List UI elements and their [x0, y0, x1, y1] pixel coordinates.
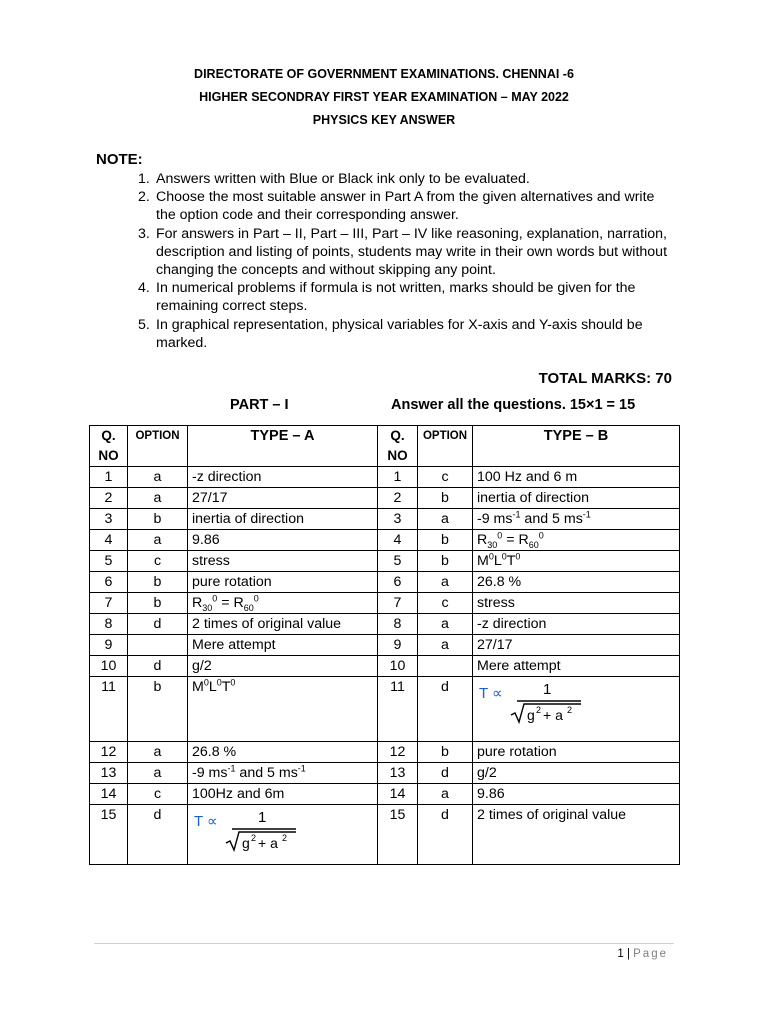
- option-b: a: [418, 614, 473, 635]
- question-number-b: 10: [378, 656, 418, 677]
- note-number: 1.: [138, 171, 150, 187]
- option-a: a: [128, 488, 188, 509]
- table-row: [90, 656, 680, 677]
- option-a: [128, 635, 188, 656]
- table-row: [90, 614, 680, 635]
- answer-type-b: -9 $ms^{-1}$ and 5 $ms^{-1}$: [473, 509, 680, 530]
- header-line-3: PHYSICS KEY ANSWER: [312, 113, 456, 127]
- question-number-b: 7: [378, 593, 418, 614]
- footer-separator: |: [626, 948, 630, 960]
- answer-type-b: 9.86: [473, 784, 680, 805]
- question-number-a: 10: [90, 656, 128, 677]
- answer-type-b: 2 times of original value: [473, 805, 680, 865]
- table-row: [90, 677, 680, 742]
- total-marks: TOTAL MARKS: 70: [538, 370, 672, 387]
- option-a: a: [128, 763, 188, 784]
- option-a: b: [128, 677, 188, 742]
- table-row: [90, 551, 680, 572]
- table-header-row: [90, 426, 680, 467]
- option-b: b: [418, 488, 473, 509]
- question-number-a: 3: [90, 509, 128, 530]
- option-a: d: [128, 614, 188, 635]
- question-number-b: 2: [378, 488, 418, 509]
- table-row: [90, 805, 680, 865]
- question-number-b: 4: [378, 530, 418, 551]
- note-text: For answers in Part – II, Part – III, Part – IV like reasoning, explanation, narration, description and listing of points, students may write in their own words but without changing the concepts and without skipping any point.: [156, 225, 668, 279]
- table-row: [90, 530, 680, 551]
- question-number-a: 2: [90, 488, 128, 509]
- note-text: Choose the most suitable answer in Part A from the given alternatives and write the option code and their corresponding answer.: [156, 189, 655, 224]
- question-number-a: 11: [90, 677, 128, 742]
- header-type-b: TYPE – B: [473, 426, 680, 467]
- option-b: d: [418, 677, 473, 742]
- answer-type-a: stress: [188, 551, 378, 572]
- answer-type-b: $R_{30}^0 = R_{60}^0$: [473, 530, 680, 551]
- answer-type-a: $R_{30}^0 = R_{60}^0$: [188, 593, 378, 614]
- header-qno-a: Q. NO: [90, 426, 128, 467]
- question-number-b: 12: [378, 742, 418, 763]
- note-text: In numerical problems if formula is not written, marks should be given for the remaining correct steps.: [156, 280, 636, 315]
- svg-text:T ∝: T ∝: [479, 685, 503, 702]
- header-option-a: OPTION: [128, 426, 188, 467]
- question-number-a: 5: [90, 551, 128, 572]
- option-a: b: [128, 593, 188, 614]
- answer-type-a: 100Hz and 6m: [188, 784, 378, 805]
- question-number-b: 8: [378, 614, 418, 635]
- option-a: a: [128, 742, 188, 763]
- option-b: c: [418, 467, 473, 488]
- answer-type-b: $M^0L^0T^0$: [473, 551, 680, 572]
- page-label: Page: [633, 948, 668, 960]
- question-number-b: 14: [378, 784, 418, 805]
- svg-text:2: 2: [282, 833, 288, 843]
- page-footer: [617, 948, 668, 960]
- question-number-b: 3: [378, 509, 418, 530]
- option-b: d: [418, 805, 473, 865]
- question-number-b: 15: [378, 805, 418, 865]
- answer-type-a: Mere attempt: [188, 635, 378, 656]
- table-row: [90, 763, 680, 784]
- answer-type-b: 100 Hz and 6 m: [473, 467, 680, 488]
- option-a: b: [128, 572, 188, 593]
- formula-image: [192, 807, 302, 853]
- option-a: d: [128, 805, 188, 865]
- svg-text:T ∝: T ∝: [194, 813, 218, 830]
- header-line-1: DIRECTORATE OF GOVERNMENT EXAMINATIONS. CHENNAI -6: [194, 67, 574, 81]
- formula-image: [477, 679, 587, 725]
- table-row: [90, 635, 680, 656]
- note-list: [138, 170, 678, 352]
- answer-type-a: -9 $ms^{-1}$ and 5 $ms^{-1}$: [188, 763, 378, 784]
- answer-type-a: [188, 805, 378, 865]
- note-text: Answers written with Blue or Black ink only to be evaluated.: [156, 171, 530, 187]
- answer-key-table: [89, 425, 680, 865]
- part-title: PART – I: [230, 397, 289, 413]
- answer-type-b: -z direction: [473, 614, 680, 635]
- answer-type-a: 2 times of original value: [188, 614, 378, 635]
- svg-text:2: 2: [536, 705, 542, 715]
- option-b: [418, 656, 473, 677]
- part-instruction: Answer all the questions. 15×1 = 15: [391, 397, 636, 413]
- note-item: [138, 188, 678, 224]
- question-number-a: 13: [90, 763, 128, 784]
- option-a: c: [128, 784, 188, 805]
- table-row: [90, 488, 680, 509]
- option-a: a: [128, 467, 188, 488]
- answer-type-b: [473, 677, 680, 742]
- question-number-b: 11: [378, 677, 418, 742]
- answer-type-b: stress: [473, 593, 680, 614]
- question-number-a: 1: [90, 467, 128, 488]
- option-b: d: [418, 763, 473, 784]
- note-number: 3.: [138, 225, 150, 242]
- question-number-a: 4: [90, 530, 128, 551]
- table-body: [90, 467, 680, 865]
- answer-type-b: pure rotation: [473, 742, 680, 763]
- svg-text:g: g: [242, 835, 250, 851]
- question-number-a: 14: [90, 784, 128, 805]
- option-a: b: [128, 509, 188, 530]
- note-number: 5.: [138, 316, 150, 333]
- answer-type-b: 26.8 %: [473, 572, 680, 593]
- header-type-a: TYPE – A: [188, 426, 378, 467]
- option-a: d: [128, 656, 188, 677]
- question-number-b: 13: [378, 763, 418, 784]
- table-row: [90, 572, 680, 593]
- answer-type-b: 27/17: [473, 635, 680, 656]
- question-number-a: 9: [90, 635, 128, 656]
- svg-text:1: 1: [543, 681, 552, 698]
- answer-type-b: inertia of direction: [473, 488, 680, 509]
- question-number-a: 15: [90, 805, 128, 865]
- option-b: a: [418, 635, 473, 656]
- answer-type-b: Mere attempt: [473, 656, 680, 677]
- question-number-b: 9: [378, 635, 418, 656]
- table-row: [90, 509, 680, 530]
- svg-text:+ a: + a: [543, 707, 563, 723]
- option-b: a: [418, 509, 473, 530]
- note-number: 2.: [138, 189, 150, 206]
- answer-type-a: pure rotation: [188, 572, 378, 593]
- answer-type-a: g/2: [188, 656, 378, 677]
- question-number-b: 1: [378, 467, 418, 488]
- option-a: c: [128, 551, 188, 572]
- header-qno-b: Q. NO: [378, 426, 418, 467]
- svg-text:2: 2: [251, 833, 257, 843]
- option-a: a: [128, 530, 188, 551]
- note-item: [138, 316, 678, 352]
- footer-divider: [94, 943, 674, 944]
- svg-text:1: 1: [258, 809, 267, 826]
- answer-type-a: -z direction: [188, 467, 378, 488]
- table-row: [90, 467, 680, 488]
- answer-type-b: g/2: [473, 763, 680, 784]
- answer-type-a: 9.86: [188, 530, 378, 551]
- option-b: b: [418, 530, 473, 551]
- answer-type-a: 27/17: [188, 488, 378, 509]
- option-b: b: [418, 742, 473, 763]
- question-number-b: 5: [378, 551, 418, 572]
- table-row: [90, 593, 680, 614]
- option-b: a: [418, 784, 473, 805]
- question-number-a: 8: [90, 614, 128, 635]
- note-item: [138, 225, 678, 280]
- svg-text:g: g: [527, 707, 535, 723]
- note-item: [138, 170, 678, 188]
- answer-type-a: 26.8 %: [188, 742, 378, 763]
- note-text: In graphical representation, physical variables for X-axis and Y-axis should be marked.: [156, 316, 643, 351]
- note-item: [138, 279, 678, 315]
- svg-text:+ a: + a: [258, 835, 278, 851]
- option-b: c: [418, 593, 473, 614]
- question-number-b: 6: [378, 572, 418, 593]
- question-number-a: 7: [90, 593, 128, 614]
- note-title: NOTE:: [96, 151, 143, 168]
- answer-type-a: $M^0L^0T^0$: [188, 677, 378, 742]
- page-number: 1: [617, 948, 624, 960]
- question-number-a: 12: [90, 742, 128, 763]
- table-row: [90, 742, 680, 763]
- svg-text:2: 2: [567, 705, 573, 715]
- answer-type-a: inertia of direction: [188, 509, 378, 530]
- header-line-2: HIGHER SECONDRAY FIRST YEAR EXAMINATION – MAY 2022: [199, 90, 569, 104]
- table-row: [90, 784, 680, 805]
- option-b: b: [418, 551, 473, 572]
- note-number: 4.: [138, 280, 150, 297]
- header-option-b: OPTION: [418, 426, 473, 467]
- option-b: a: [418, 572, 473, 593]
- question-number-a: 6: [90, 572, 128, 593]
